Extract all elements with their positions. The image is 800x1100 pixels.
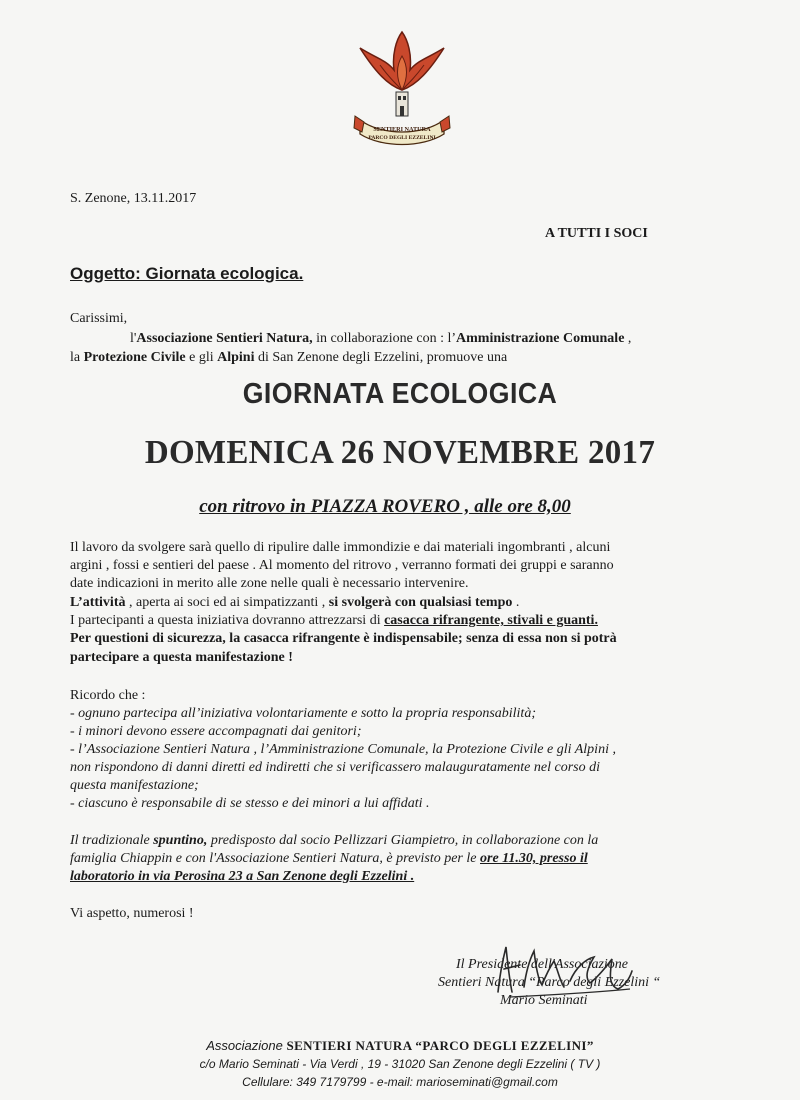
subject: Oggetto: Giornata ecologica. <box>70 264 304 283</box>
date-line: S. Zenone, 13.11.2017 <box>70 191 197 206</box>
body-text: , aperta ai soci ed ai simpatizzanti , <box>125 595 329 610</box>
signature-title: Il Presidente dell'Associazione <box>456 957 628 972</box>
logo-text-top: SENTIERI NATURA <box>373 126 431 133</box>
safety-line: partecipare a questa manifestazione ! <box>70 650 293 665</box>
reminder-item: - ciascuno è responsabile di se stesso e dei minori a lui affidati . <box>70 796 430 811</box>
footer-association <box>0 1038 800 1054</box>
event-date: DOMENICA 26 NOVEMBRE 2017 <box>144 434 656 471</box>
intro-line-1 <box>130 331 631 347</box>
civil-protection-name: Protezione Civile <box>83 350 186 365</box>
snack-line <box>70 851 588 867</box>
recipient: A TUTTI I SOCI <box>545 226 648 241</box>
equipment-line <box>70 613 598 629</box>
reminder-title: Ricordo che : <box>70 688 146 703</box>
reminder-item: - l’Associazione Sentieri Natura , l’Amministrazione Comunale, la Protezione Civile e gli Alpini , <box>70 742 616 757</box>
body-text: I partecipanti a questa iniziativa dovranno attrezzarsi di <box>70 613 385 628</box>
intro-text: la <box>70 350 84 365</box>
snack-time: ore 11.30, presso il <box>480 851 588 866</box>
activity-line <box>70 595 519 611</box>
intro-line-2 <box>70 350 507 366</box>
reminder-item: - i minori devono essere accompagnati dai genitori; <box>70 724 362 739</box>
signature-association: Sentieri Natura “Parco degli Ezzelini “ <box>438 975 661 990</box>
safety-line: Per questioni di sicurezza, la casacca rifrangente è indispensabile; senza di essa non si potrà <box>70 631 617 646</box>
weather-note: si svolgerà con qualsiasi tempo <box>328 595 513 610</box>
intro-text: in collaborazione con : l’ <box>312 331 457 346</box>
footer-address: c/o Mario Seminati - Via Verdi , 19 - 31020 San Zenone degli Ezzelini ( TV ) <box>199 1057 601 1071</box>
snack-location: laboratorio in via Perosina 23 a San Zenone degli Ezzelini . <box>70 869 415 884</box>
intro-text: , <box>624 331 632 346</box>
intro-text: di San Zenone degli Ezzelini, promuove una <box>254 350 508 365</box>
snack-text: predisposto dal socio Pellizzari Giampietro, in collaborazione con la <box>207 833 599 848</box>
body-line: Il lavoro da svolgere sarà quello di ripulire dalle immondizie e dai materiali ingombranti , alcuni <box>70 540 611 555</box>
footer-text: Associazione <box>206 1038 287 1053</box>
snack-label: spuntino, <box>153 833 208 848</box>
alpini-name: Alpini <box>217 350 255 365</box>
activity-label: L’attività <box>70 595 126 610</box>
meeting-info: con ritrovo in PIAZZA ROVERO , alle ore 8,00 <box>199 496 571 517</box>
municipality-name: Amministrazione Comunale <box>456 331 625 346</box>
reminder-item: non rispondono di danni diretti ed indiretti che si verificassero malauguratamente nel corso di <box>70 760 601 775</box>
snack-text: Il tradizionale <box>70 833 154 848</box>
reminder-item: questa manifestazione; <box>70 778 199 793</box>
association-name: Associazione Sentieri Natura, <box>136 331 313 346</box>
body-line: argini , fossi e sentieri del paese . Al momento del ritrovo , verranno formati dei gruppi e saranno <box>70 558 614 573</box>
headline: GIORNATA ECOLOGICA <box>242 378 558 410</box>
footer-association-name: SENTIERI NATURA “PARCO DEGLI EZZELINI” <box>286 1038 594 1053</box>
association-logo <box>352 30 452 150</box>
intro-text: e gli <box>185 350 218 365</box>
footer-contacts: Cellulare: 349 7179799 - e-mail: marioseminati@gmail.com <box>242 1075 558 1089</box>
handwritten-signature <box>490 937 640 1007</box>
body-line: date indicazioni in merito alle zone nelle quali è necessario intervenire. <box>70 576 469 591</box>
snack-text: famiglia Chiappin e con l'Associazione Sentieri Natura, è previsto per le <box>70 851 480 866</box>
required-equipment: casacca rifrangente, stivali e guanti. <box>384 613 598 628</box>
reminder-item: - ognuno partecipa all’iniziativa volontariamente e sotto la propria responsabilità; <box>70 706 536 721</box>
signature-name: Mario Seminati <box>500 993 588 1008</box>
closing: Vi aspetto, numerosi ! <box>70 906 194 921</box>
intro-text: l' <box>130 331 137 346</box>
greeting: Carissimi, <box>70 311 128 326</box>
snack-line <box>70 833 598 849</box>
body-text: . <box>512 595 520 610</box>
logo-text-bottom: PARCO DEGLI EZZELINI <box>368 135 436 141</box>
